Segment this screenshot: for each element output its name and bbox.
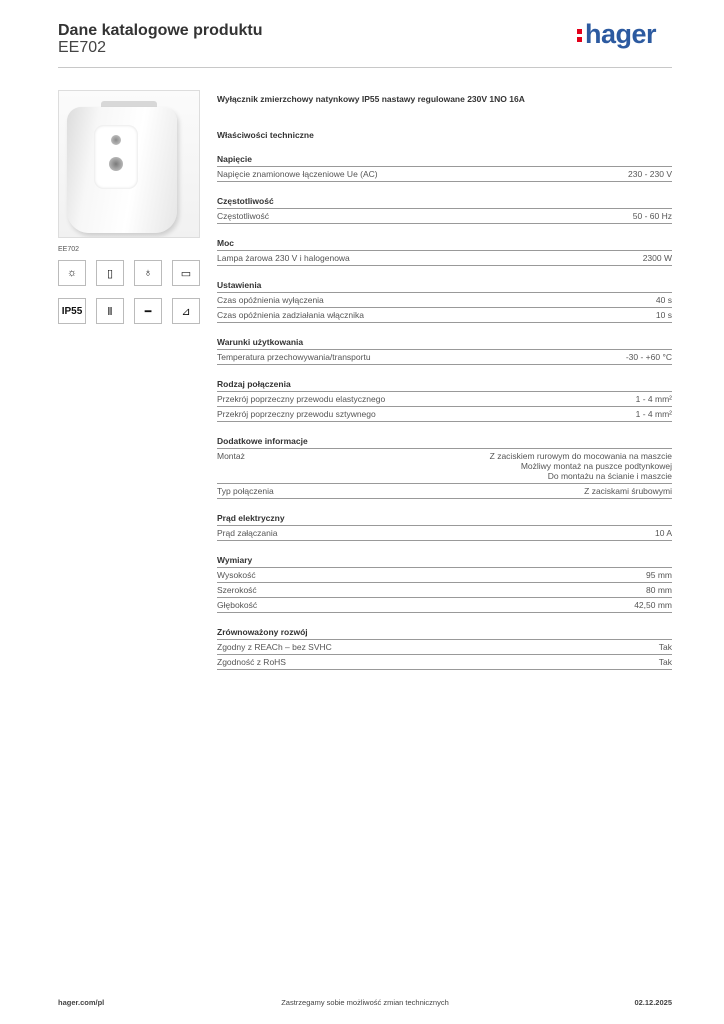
- spec-value: [646, 585, 672, 595]
- spec-row: [217, 350, 672, 365]
- spec-label: Napięcie znamionowe łączeniowe Ue (AC): [217, 169, 378, 179]
- spec-row: [217, 568, 672, 583]
- spec-label: Temperatura przechowywania/transportu: [217, 352, 371, 362]
- spec-group-title: Wymiary: [217, 555, 672, 568]
- spec-row: [217, 484, 672, 499]
- spec-row: [217, 209, 672, 224]
- spec-value: [628, 169, 672, 179]
- footer-url[interactable]: hager.com/pl: [58, 998, 105, 1007]
- spec-value: [643, 253, 672, 263]
- device-knob-upper: [111, 135, 121, 145]
- spec-row: [217, 167, 672, 182]
- spec-label: Głębokość: [217, 600, 258, 610]
- spec-row: [217, 598, 672, 613]
- spec-value-line: Z zaciskami śrubowymi: [584, 486, 672, 496]
- spec-value-line: -30 - +60 °C: [625, 352, 672, 362]
- spec-value-line: 2300 W: [642, 253, 672, 263]
- spec-label: Montaż: [217, 451, 245, 461]
- hager-logo: [577, 19, 656, 50]
- spec-group: [217, 154, 672, 182]
- spec-label: Zgodność z RoHS: [217, 657, 286, 667]
- properties-title: Właściwości techniczne: [217, 130, 314, 140]
- spec-value: [584, 486, 672, 496]
- logo-mark-icon: [577, 29, 583, 45]
- spec-value-line: Możliwy montaż na puszce podtynkowej: [520, 461, 672, 471]
- long-tube-icon: ━: [134, 298, 162, 324]
- spec-group: [217, 379, 672, 422]
- bulb-icon: ♁: [134, 260, 162, 286]
- product-photo: [58, 90, 200, 238]
- spec-value: [634, 600, 672, 610]
- spec-label: Przekrój poprzeczny przewodu sztywnego: [217, 409, 376, 419]
- spec-row: [217, 407, 672, 422]
- spec-group: [217, 513, 672, 541]
- spec-value-line: Tak: [658, 642, 672, 652]
- spec-value: [655, 528, 672, 538]
- tube-lamp-icon: ▭: [172, 260, 200, 286]
- spec-row: [217, 308, 672, 323]
- spec-value: [646, 570, 672, 580]
- spec-value-line: 95 mm: [646, 570, 672, 580]
- spec-value-line: 10 s: [655, 310, 672, 320]
- spec-group-title: Częstotliwość: [217, 196, 672, 209]
- spec-group: [217, 436, 672, 499]
- spec-row: [217, 251, 672, 266]
- specification-groups: [217, 154, 672, 670]
- footer-disclaimer: Zastrzegamy sobie możliwość zmian technicznych: [281, 998, 449, 1007]
- document-title: Dane katalogowe produktu: [58, 22, 263, 39]
- wall-mount-icon: ⊿: [172, 298, 200, 324]
- spec-value-line: 230 - 230 V: [628, 169, 672, 179]
- spec-value-line: Do montażu na ścianie i maszcie: [547, 471, 672, 481]
- spec-group-title: Napięcie: [217, 154, 672, 167]
- spec-label: Wysokość: [217, 570, 256, 580]
- spec-row: [217, 293, 672, 308]
- spec-value: [656, 310, 672, 320]
- footer-date: 02.12.2025: [634, 998, 672, 1007]
- spec-group-title: Warunki użytkowania: [217, 337, 672, 350]
- spec-label: Czas opóźnienia zadziałania włącznika: [217, 310, 364, 320]
- spec-value-line: 50 - 60 Hz: [632, 211, 672, 221]
- spec-group-title: Zrównoważony rozwój: [217, 627, 672, 640]
- page-header: [58, 19, 672, 68]
- spec-label: Częstotliwość: [217, 211, 269, 221]
- spec-value-line: 10 A: [654, 528, 672, 538]
- spec-row: [217, 526, 672, 541]
- spec-value-line: 1 - 4 mm²: [635, 409, 672, 419]
- spec-group-title: Rodzaj połączenia: [217, 379, 672, 392]
- spec-row: [217, 583, 672, 598]
- photo-caption: EE702: [58, 246, 80, 253]
- ip55-icon: IP55: [58, 298, 86, 324]
- spec-value: [659, 642, 672, 652]
- spec-group: [217, 627, 672, 670]
- spec-value-line: 40 s: [655, 295, 672, 305]
- spec-value-line: 80 mm: [646, 585, 672, 595]
- spec-group-title: Moc: [217, 238, 672, 251]
- spec-row: [217, 449, 672, 484]
- spec-value-line: 1 - 4 mm²: [635, 394, 672, 404]
- spec-value-line: Tak: [658, 657, 672, 667]
- spec-group: [217, 238, 672, 266]
- twilight-sensor-icon: ☼: [58, 260, 86, 286]
- spec-group-title: Prąd elektryczny: [217, 513, 672, 526]
- specification-column: [217, 94, 672, 684]
- spec-value: [636, 409, 672, 419]
- spec-row: [217, 655, 672, 670]
- spec-value-line: Z zaciskiem rurowym do mocowania na maszcie: [489, 451, 672, 461]
- spec-value: [633, 211, 672, 221]
- spec-row: [217, 640, 672, 655]
- product-code: EE702: [58, 39, 107, 56]
- logo-text: hager: [584, 19, 656, 49]
- spec-group: [217, 280, 672, 323]
- spec-label: Przekrój poprzeczny przewodu elastycznego: [217, 394, 386, 404]
- spec-label: Typ połączenia: [217, 486, 274, 496]
- spec-value: [659, 657, 672, 667]
- product-name: Wyłącznik zmierzchowy natynkowy IP55 nastawy regulowane 230V 1NO 16A: [217, 94, 525, 104]
- led-lamp-icon: Ⅱ: [96, 298, 124, 324]
- spec-group: [217, 196, 672, 224]
- spec-label: Czas opóźnienia wyłączenia: [217, 295, 324, 305]
- device-knob-lower: [109, 157, 123, 171]
- spec-group: [217, 555, 672, 613]
- spec-label: Zgodny z REACh – bez SVHC: [217, 642, 332, 652]
- spec-group-title: Ustawienia: [217, 280, 672, 293]
- spec-label: Lampa żarowa 230 V i halogenowa: [217, 253, 350, 263]
- spec-label: Prąd załączania: [217, 528, 278, 538]
- spec-value: [626, 352, 672, 362]
- spec-value-line: 42,50 mm: [634, 600, 672, 610]
- spec-row: [217, 392, 672, 407]
- spec-group: [217, 337, 672, 365]
- fluorescent-tube-icon: ▯: [96, 260, 124, 286]
- spec-value: [656, 295, 672, 305]
- product-image-column: [58, 90, 200, 253]
- spec-value: [636, 394, 672, 404]
- spec-label: Szerokość: [217, 585, 257, 595]
- spec-value: [490, 451, 672, 481]
- spec-group-title: Dodatkowe informacje: [217, 436, 672, 449]
